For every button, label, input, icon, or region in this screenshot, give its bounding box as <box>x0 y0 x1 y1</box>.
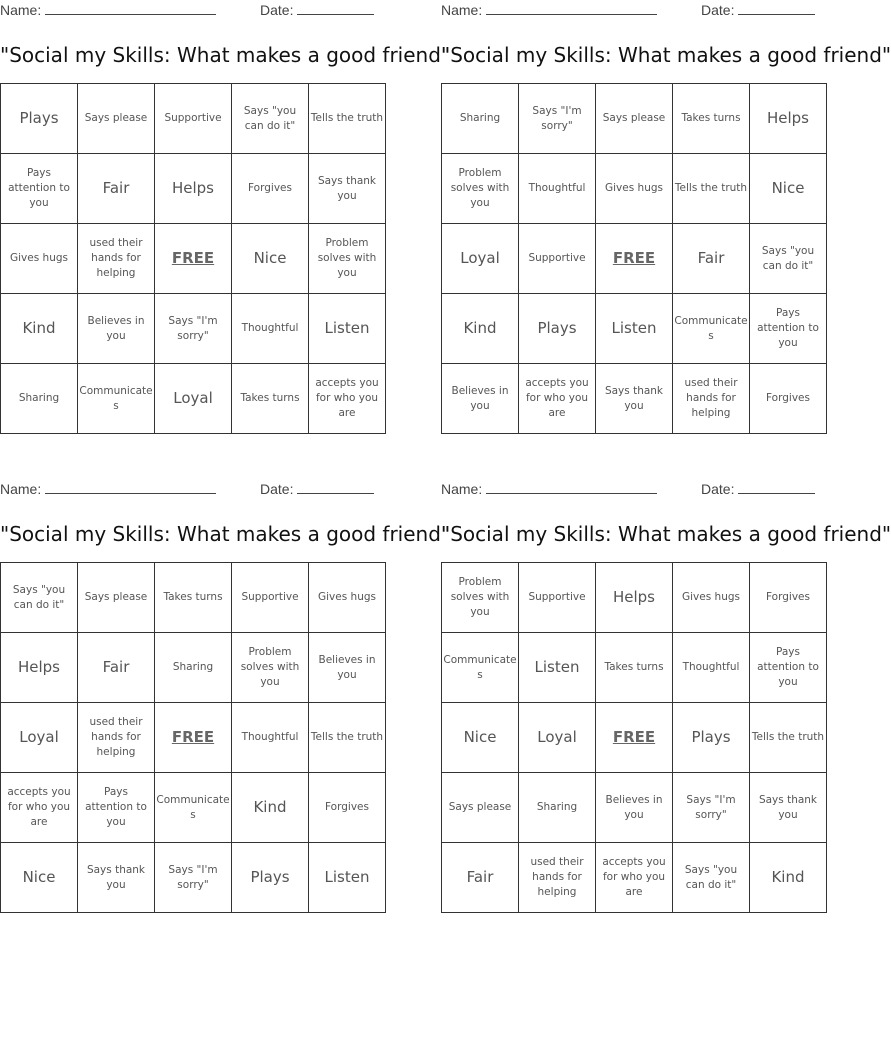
bingo-cell: Listen <box>519 633 596 703</box>
grid-row <box>442 84 827 154</box>
bingo-cell: Nice <box>442 703 519 773</box>
bingo-cell: Says thank you <box>596 364 673 434</box>
grid-row <box>1 703 386 773</box>
bingo-cell: Nice <box>232 224 309 294</box>
bingo-cell: Says "you can do it" <box>232 84 309 154</box>
name-blank-line <box>486 481 657 494</box>
bingo-cell: Believes in you <box>78 294 155 364</box>
bingo-cell: Communicates <box>78 364 155 434</box>
name-blank-line <box>45 2 216 15</box>
name-date-row <box>441 479 816 501</box>
bingo-cell: Gives hugs <box>596 154 673 224</box>
date-field <box>701 481 815 497</box>
name-blank-line <box>486 2 657 15</box>
bingo-cell: Gives hugs <box>673 563 750 633</box>
bingo-cell: Problem solves with you <box>442 563 519 633</box>
name-field <box>441 2 657 18</box>
bingo-cell: Kind <box>232 773 309 843</box>
bingo-cell: Says please <box>78 563 155 633</box>
bingo-cell: Gives hugs <box>309 563 386 633</box>
bingo-cell: Tells the truth <box>673 154 750 224</box>
bingo-cell: FREE <box>155 703 232 773</box>
name-label: Name: <box>441 2 483 18</box>
bingo-cell: Sharing <box>519 773 596 843</box>
date-label: Date: <box>701 2 735 18</box>
card-title: "Social my Skills: What makes a good friend" <box>0 43 451 67</box>
date-blank-line <box>297 481 374 494</box>
bingo-cell: Sharing <box>1 364 78 434</box>
grid-row <box>1 773 386 843</box>
bingo-cell: Believes in you <box>309 633 386 703</box>
bingo-cell: Nice <box>750 154 827 224</box>
date-field <box>260 2 374 18</box>
bingo-grid <box>0 83 386 434</box>
bingo-grid <box>441 562 827 913</box>
bingo-cell: Says "I'm sorry" <box>155 294 232 364</box>
bingo-cell: Plays <box>232 843 309 913</box>
grid-row <box>1 294 386 364</box>
bingo-cell: Helps <box>750 84 827 154</box>
bingo-grid <box>441 83 827 434</box>
bingo-cell: Says please <box>78 84 155 154</box>
bingo-cell: Problem solves with you <box>309 224 386 294</box>
date-label: Date: <box>260 2 294 18</box>
grid-row <box>1 563 386 633</box>
bingo-cell: Says "I'm sorry" <box>673 773 750 843</box>
grid-row <box>442 563 827 633</box>
bingo-cell: Kind <box>1 294 78 364</box>
name-date-row <box>0 479 375 501</box>
bingo-cell: Problem solves with you <box>442 154 519 224</box>
bingo-cell: Tells the truth <box>309 703 386 773</box>
grid-row <box>1 633 386 703</box>
bingo-cell: Takes turns <box>155 563 232 633</box>
bingo-grid <box>0 562 386 913</box>
bingo-cell: Says "you can do it" <box>1 563 78 633</box>
bingo-cell: FREE <box>596 224 673 294</box>
bingo-cell: accepts you for who you are <box>596 843 673 913</box>
bingo-cell: Pays attention to you <box>1 154 78 224</box>
bingo-cell: Supportive <box>232 563 309 633</box>
grid-row <box>442 703 827 773</box>
bingo-cell: Believes in you <box>442 364 519 434</box>
bingo-cell: Forgives <box>750 364 827 434</box>
bingo-cell: accepts you for who you are <box>519 364 596 434</box>
bingo-cell: Forgives <box>309 773 386 843</box>
name-field <box>0 481 216 497</box>
bingo-cell: Tells the truth <box>750 703 827 773</box>
bingo-cell: Communicates <box>673 294 750 364</box>
bingo-cell: Takes turns <box>596 633 673 703</box>
grid-row <box>442 843 827 913</box>
grid-row <box>442 294 827 364</box>
bingo-cell: Pays attention to you <box>750 294 827 364</box>
bingo-card <box>0 479 451 891</box>
bingo-cell: Forgives <box>750 563 827 633</box>
bingo-cell: Believes in you <box>596 773 673 843</box>
bingo-cell: Sharing <box>155 633 232 703</box>
grid-row <box>1 843 386 913</box>
bingo-cell: Supportive <box>519 563 596 633</box>
date-field <box>260 481 374 497</box>
name-label: Name: <box>0 481 42 497</box>
bingo-cell: Supportive <box>155 84 232 154</box>
bingo-cell: Says "I'm sorry" <box>155 843 232 913</box>
bingo-card <box>0 0 451 419</box>
bingo-cell: Listen <box>309 294 386 364</box>
bingo-cell: Loyal <box>442 224 519 294</box>
date-field <box>701 2 815 18</box>
date-label: Date: <box>701 481 735 497</box>
bingo-cell: Says "I'm sorry" <box>519 84 596 154</box>
grid-row <box>1 364 386 434</box>
grid-row <box>442 224 827 294</box>
bingo-cell: FREE <box>596 703 673 773</box>
name-label: Name: <box>0 2 42 18</box>
bingo-cell: FREE <box>155 224 232 294</box>
grid-row <box>1 224 386 294</box>
bingo-cell: Says thank you <box>78 843 155 913</box>
bingo-cell: Loyal <box>155 364 232 434</box>
card-title: "Social my Skills: What makes a good friend" <box>441 522 891 546</box>
bingo-cell: Thoughtful <box>673 633 750 703</box>
bingo-cell: Thoughtful <box>519 154 596 224</box>
bingo-cell: Plays <box>1 84 78 154</box>
bingo-cell: Loyal <box>519 703 596 773</box>
bingo-cell: Tells the truth <box>309 84 386 154</box>
name-blank-line <box>45 481 216 494</box>
name-field <box>0 2 216 18</box>
grid-row <box>442 633 827 703</box>
bingo-card <box>441 479 891 898</box>
name-date-row <box>0 0 375 22</box>
bingo-cell: used their hands for helping <box>78 224 155 294</box>
bingo-cell: Says please <box>442 773 519 843</box>
bingo-cell: Communicates <box>442 633 519 703</box>
bingo-cell: used their hands for helping <box>78 703 155 773</box>
bingo-cell: Fair <box>673 224 750 294</box>
bingo-cell: Thoughtful <box>232 294 309 364</box>
bingo-cell: Supportive <box>519 224 596 294</box>
bingo-cell: Says thank you <box>309 154 386 224</box>
bingo-cell: Listen <box>309 843 386 913</box>
bingo-cell: Pays attention to you <box>750 633 827 703</box>
bingo-cell: used their hands for helping <box>519 843 596 913</box>
bingo-cell: Helps <box>1 633 78 703</box>
bingo-cell: Helps <box>596 563 673 633</box>
date-blank-line <box>738 481 815 494</box>
bingo-cell: Says "you can do it" <box>673 843 750 913</box>
bingo-cell: Gives hugs <box>1 224 78 294</box>
bingo-cell: used their hands for helping <box>673 364 750 434</box>
grid-row <box>1 84 386 154</box>
bingo-cell: accepts you for who you are <box>309 364 386 434</box>
name-label: Name: <box>441 481 483 497</box>
card-title: "Social my Skills: What makes a good friend" <box>0 522 451 546</box>
grid-row <box>442 364 827 434</box>
bingo-cell: Thoughtful <box>232 703 309 773</box>
name-date-row <box>441 0 816 22</box>
bingo-cell: Pays attention to you <box>78 773 155 843</box>
bingo-cell: Takes turns <box>232 364 309 434</box>
bingo-cell: Kind <box>442 294 519 364</box>
bingo-cell: Problem solves with you <box>232 633 309 703</box>
bingo-cell: Says please <box>596 84 673 154</box>
bingo-cell: Sharing <box>442 84 519 154</box>
bingo-cell: accepts you for who you are <box>1 773 78 843</box>
bingo-cell: Says thank you <box>750 773 827 843</box>
date-blank-line <box>297 2 374 15</box>
date-label: Date: <box>260 481 294 497</box>
grid-row <box>1 154 386 224</box>
date-blank-line <box>738 2 815 15</box>
bingo-cell: Fair <box>78 154 155 224</box>
bingo-cell: Nice <box>1 843 78 913</box>
bingo-cell: Plays <box>519 294 596 364</box>
bingo-cell: Fair <box>442 843 519 913</box>
bingo-cell: Listen <box>596 294 673 364</box>
card-title: "Social my Skills: What makes a good friend" <box>441 43 891 67</box>
grid-row <box>442 773 827 843</box>
bingo-cell: Loyal <box>1 703 78 773</box>
name-field <box>441 481 657 497</box>
bingo-cell: Helps <box>155 154 232 224</box>
bingo-cell: Says "you can do it" <box>750 224 827 294</box>
bingo-cell: Kind <box>750 843 827 913</box>
bingo-cell: Takes turns <box>673 84 750 154</box>
bingo-cell: Forgives <box>232 154 309 224</box>
grid-row <box>442 154 827 224</box>
bingo-cell: Fair <box>78 633 155 703</box>
bingo-cell: Communicates <box>155 773 232 843</box>
bingo-cell: Plays <box>673 703 750 773</box>
bingo-card <box>441 0 891 419</box>
